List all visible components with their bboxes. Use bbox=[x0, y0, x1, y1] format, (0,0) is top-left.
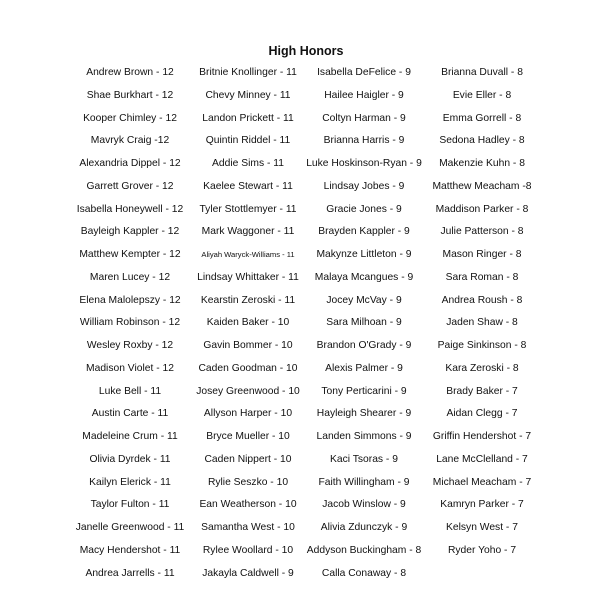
student-name: Landen Simmons - 9 bbox=[316, 431, 412, 442]
student-name: Luke Hoskinson-Ryan - 9 bbox=[306, 158, 422, 169]
student-name: Landon Prickett - 11 bbox=[202, 112, 294, 124]
student-name: Lindsay Whittaker - 11 bbox=[197, 271, 299, 283]
student-name: Sara Milhoan - 9 bbox=[326, 317, 402, 329]
names-column-3 bbox=[302, 64, 426, 587]
student-name: Austin Carte - 11 bbox=[91, 408, 169, 420]
student-name: Alivia Zdunczyk - 9 bbox=[320, 522, 408, 533]
student-name: Josey Greenwood - 10 bbox=[196, 385, 300, 397]
student-name: Caden Nippert - 10 bbox=[204, 453, 292, 465]
student-name: Maren Lucey - 12 bbox=[89, 271, 171, 283]
student-name: Makenzie Kuhn - 8 bbox=[439, 158, 525, 169]
student-name: Olivia Dyrdek - 11 bbox=[89, 453, 171, 465]
student-name: Wesley Roxby - 12 bbox=[86, 340, 174, 351]
student-name: Caden Goodman - 10 bbox=[198, 362, 298, 374]
student-name: Addyson Buckingham - 8 bbox=[306, 544, 422, 556]
student-name: Tyler Stottlemyer - 11 bbox=[199, 203, 297, 215]
student-name: Matthew Kempter - 12 bbox=[79, 249, 181, 260]
student-name: Isabella Honeywell - 12 bbox=[76, 203, 184, 215]
student-name: Andrea Jarrells - 11 bbox=[85, 567, 175, 579]
student-name: William Robinson - 12 bbox=[79, 317, 181, 329]
student-name: Britnie Knollinger - 11 bbox=[199, 67, 297, 78]
student-name: Michael Meacham - 7 bbox=[432, 476, 532, 488]
student-name: Gavin Bommer - 10 bbox=[203, 340, 293, 351]
names-column-4 bbox=[420, 64, 544, 565]
student-name: Julie Patterson - 8 bbox=[440, 226, 524, 238]
student-name: Taylor Fulton - 11 bbox=[90, 499, 170, 511]
student-name: Evie Eller - 8 bbox=[452, 89, 512, 101]
student-name: Sedona Hadley - 8 bbox=[439, 135, 525, 147]
student-name: Shae Burkhart - 12 bbox=[86, 89, 174, 101]
student-name: Kooper Chimley - 12 bbox=[83, 112, 177, 124]
page-title: High Honors bbox=[268, 44, 344, 58]
student-name: Quintin Riddel - 11 bbox=[205, 135, 291, 147]
student-name: Isabella DeFelice - 9 bbox=[317, 67, 411, 78]
student-name: Rylie Seszko - 10 bbox=[207, 476, 289, 488]
student-name: Makynze Littleton - 9 bbox=[316, 249, 412, 260]
student-name: Kaelee Stewart - 11 bbox=[203, 180, 293, 192]
student-name: Kaiden Baker - 10 bbox=[206, 317, 290, 329]
student-name: Mark Waggoner - 11 bbox=[201, 226, 295, 238]
student-name: Macy Hendershot - 11 bbox=[79, 544, 181, 556]
student-name: Rylee Woollard - 10 bbox=[202, 544, 294, 556]
student-name: Madison Violet - 12 bbox=[86, 362, 174, 374]
student-name: Jakayla Caldwell - 9 bbox=[202, 567, 294, 579]
student-name: Ryder Yoho - 7 bbox=[447, 544, 517, 556]
student-name: Kearstin Zeroski - 11 bbox=[200, 294, 296, 306]
student-name: Aidan Clegg - 7 bbox=[446, 408, 518, 420]
student-name: Kara Zeroski - 8 bbox=[445, 362, 519, 374]
student-name: Brianna Harris - 9 bbox=[323, 135, 405, 147]
student-name: Alexandria Dippel - 12 bbox=[79, 158, 181, 169]
student-name: Addie Sims - 11 bbox=[212, 158, 284, 169]
student-name: Hailee Haigler - 9 bbox=[324, 89, 404, 101]
student-name: Jocey McVay - 9 bbox=[326, 294, 402, 306]
student-name: Andrew Brown - 12 bbox=[86, 67, 174, 78]
student-name: Maddison Parker - 8 bbox=[435, 203, 529, 215]
student-name: Coltyn Harman - 9 bbox=[322, 112, 406, 124]
student-name: Griffin Hendershot - 7 bbox=[432, 431, 532, 442]
student-name: Ean Weatherson - 10 bbox=[199, 499, 297, 511]
student-name: Gracie Jones - 9 bbox=[326, 203, 402, 215]
student-name: Jaden Shaw - 8 bbox=[446, 317, 518, 329]
student-name: Kailyn Elerick - 11 bbox=[89, 476, 171, 488]
student-name: Samantha West - 10 bbox=[201, 522, 295, 533]
student-name: Madeleine Crum - 11 bbox=[82, 431, 178, 442]
student-name: Mavryk Craig -12 bbox=[90, 135, 170, 147]
student-name: Kamryn Parker - 7 bbox=[440, 499, 524, 511]
student-name: Mason Ringer - 8 bbox=[442, 249, 522, 260]
student-name: Bryce Mueller - 10 bbox=[206, 431, 290, 442]
names-column-1 bbox=[68, 64, 192, 587]
student-name: Hayleigh Shearer - 9 bbox=[316, 408, 412, 420]
student-name: Aliyah Waryck-Williams - 11 bbox=[201, 250, 295, 259]
student-name: Emma Gorrell - 8 bbox=[442, 112, 522, 124]
student-name: Brady Baker - 7 bbox=[446, 385, 518, 397]
student-name: Allyson Harper - 10 bbox=[203, 408, 293, 420]
student-name: Brandon O'Grady - 9 bbox=[316, 340, 412, 351]
student-name: Elena Malolepszy - 12 bbox=[79, 294, 181, 306]
student-name: Calla Conaway - 8 bbox=[321, 567, 407, 579]
student-name: Brayden Kappler - 9 bbox=[318, 226, 410, 238]
student-name: Luke Bell - 11 bbox=[98, 385, 162, 397]
student-name: Jacob Winslow - 9 bbox=[322, 499, 406, 511]
student-name: Matthew Meacham -8 bbox=[432, 180, 532, 192]
student-name: Janelle Greenwood - 11 bbox=[75, 522, 185, 533]
student-name: Garrett Grover - 12 bbox=[86, 180, 174, 192]
student-name: Sara Roman - 8 bbox=[445, 271, 519, 283]
student-name: Chevy Minney - 11 bbox=[205, 89, 291, 101]
student-name: Paige Sinkinson - 8 bbox=[437, 340, 527, 351]
student-name: Kelsyn West - 7 bbox=[446, 522, 518, 533]
student-name: Faith Willingham - 9 bbox=[318, 476, 410, 488]
student-name: Tony Perticarini - 9 bbox=[321, 385, 407, 397]
student-name: Bayleigh Kappler - 12 bbox=[80, 226, 180, 238]
student-name: Andrea Roush - 8 bbox=[441, 294, 523, 306]
names-column-2 bbox=[186, 64, 310, 587]
student-name: Alexis Palmer - 9 bbox=[325, 362, 403, 374]
student-name: Brianna Duvall - 8 bbox=[441, 67, 523, 78]
student-name: Kaci Tsoras - 9 bbox=[330, 453, 398, 465]
student-name: Malaya Mcangues - 9 bbox=[314, 271, 414, 283]
student-name: Lane McClelland - 7 bbox=[436, 453, 528, 465]
student-name: Lindsay Jobes - 9 bbox=[323, 180, 405, 192]
